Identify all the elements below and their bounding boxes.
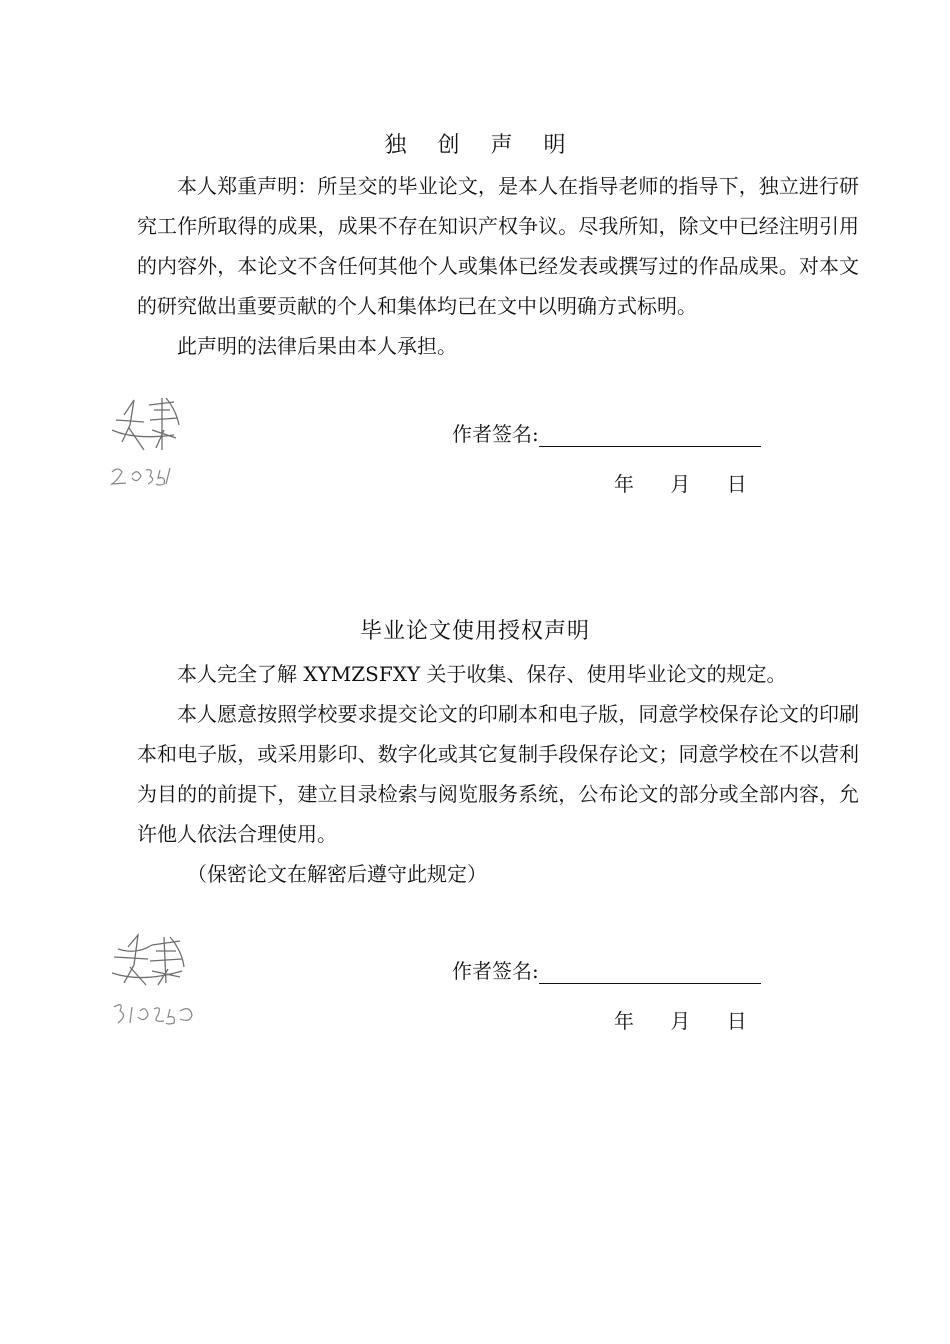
- declaration-paragraph: 本人郑重声明：所呈交的毕业论文，是本人在指导老师的指导下，独立进行研究工作所取得的成果，成果不存在知识产权争议。尽我所知，除文中已经注明引用的内容外，本论文不含任何其他个人或集体已经发表或撰写过的作品成果。对本文的研究做出重要贡献的个人和集体均已在文中以明确方式标明。: [137, 174, 859, 318]
- confidential-note: （保密论文在解密后遵守此规定）: [187, 862, 487, 886]
- authorization-title: 毕业论文使用授权声明: [359, 619, 590, 644]
- date-day-label: 日: [726, 1009, 747, 1033]
- author-signature-row-1: [452, 418, 761, 447]
- handwritten-signature-2: [106, 925, 206, 1035]
- declaration-legal-paragraph: 此声明的法律后果由本人承担。: [177, 334, 457, 358]
- date-month-label: 月: [670, 1009, 691, 1033]
- date-day-label: 日: [726, 472, 747, 496]
- authorization-body: [137, 654, 859, 894]
- signature-label: 作者签名:: [452, 959, 539, 983]
- date-row-1: [614, 468, 777, 497]
- declaration-title: 独 创 声 明: [384, 133, 578, 158]
- author-signature-row-2: [452, 955, 761, 984]
- date-year-label: 年: [614, 472, 634, 496]
- date-month-label: 月: [670, 472, 691, 496]
- handwritten-signature-1: [104, 380, 194, 495]
- signature-label: 作者签名:: [452, 422, 539, 446]
- declaration-body: [137, 166, 859, 366]
- authorization-paragraph-2: 本人愿意按照学校要求提交论文的印刷本和电子版，同意学校保存论文的印刷本和电子版，或采用影印、数字化或其它复制手段保存论文；同意学校在不以营利为目的的前提下，建立目录检索与阅览服务系统，公布论文的部分或全部内容，允许他人依法合理使用。: [137, 702, 859, 846]
- authorization-paragraph-1: 本人完全了解 XYMZSFXY 关于收集、保存、使用毕业论文的规定。: [177, 662, 787, 686]
- date-year-label: 年: [614, 1009, 634, 1033]
- signature-line[interactable]: [539, 961, 761, 984]
- date-row-2: [614, 1005, 777, 1034]
- signature-line[interactable]: [539, 424, 761, 447]
